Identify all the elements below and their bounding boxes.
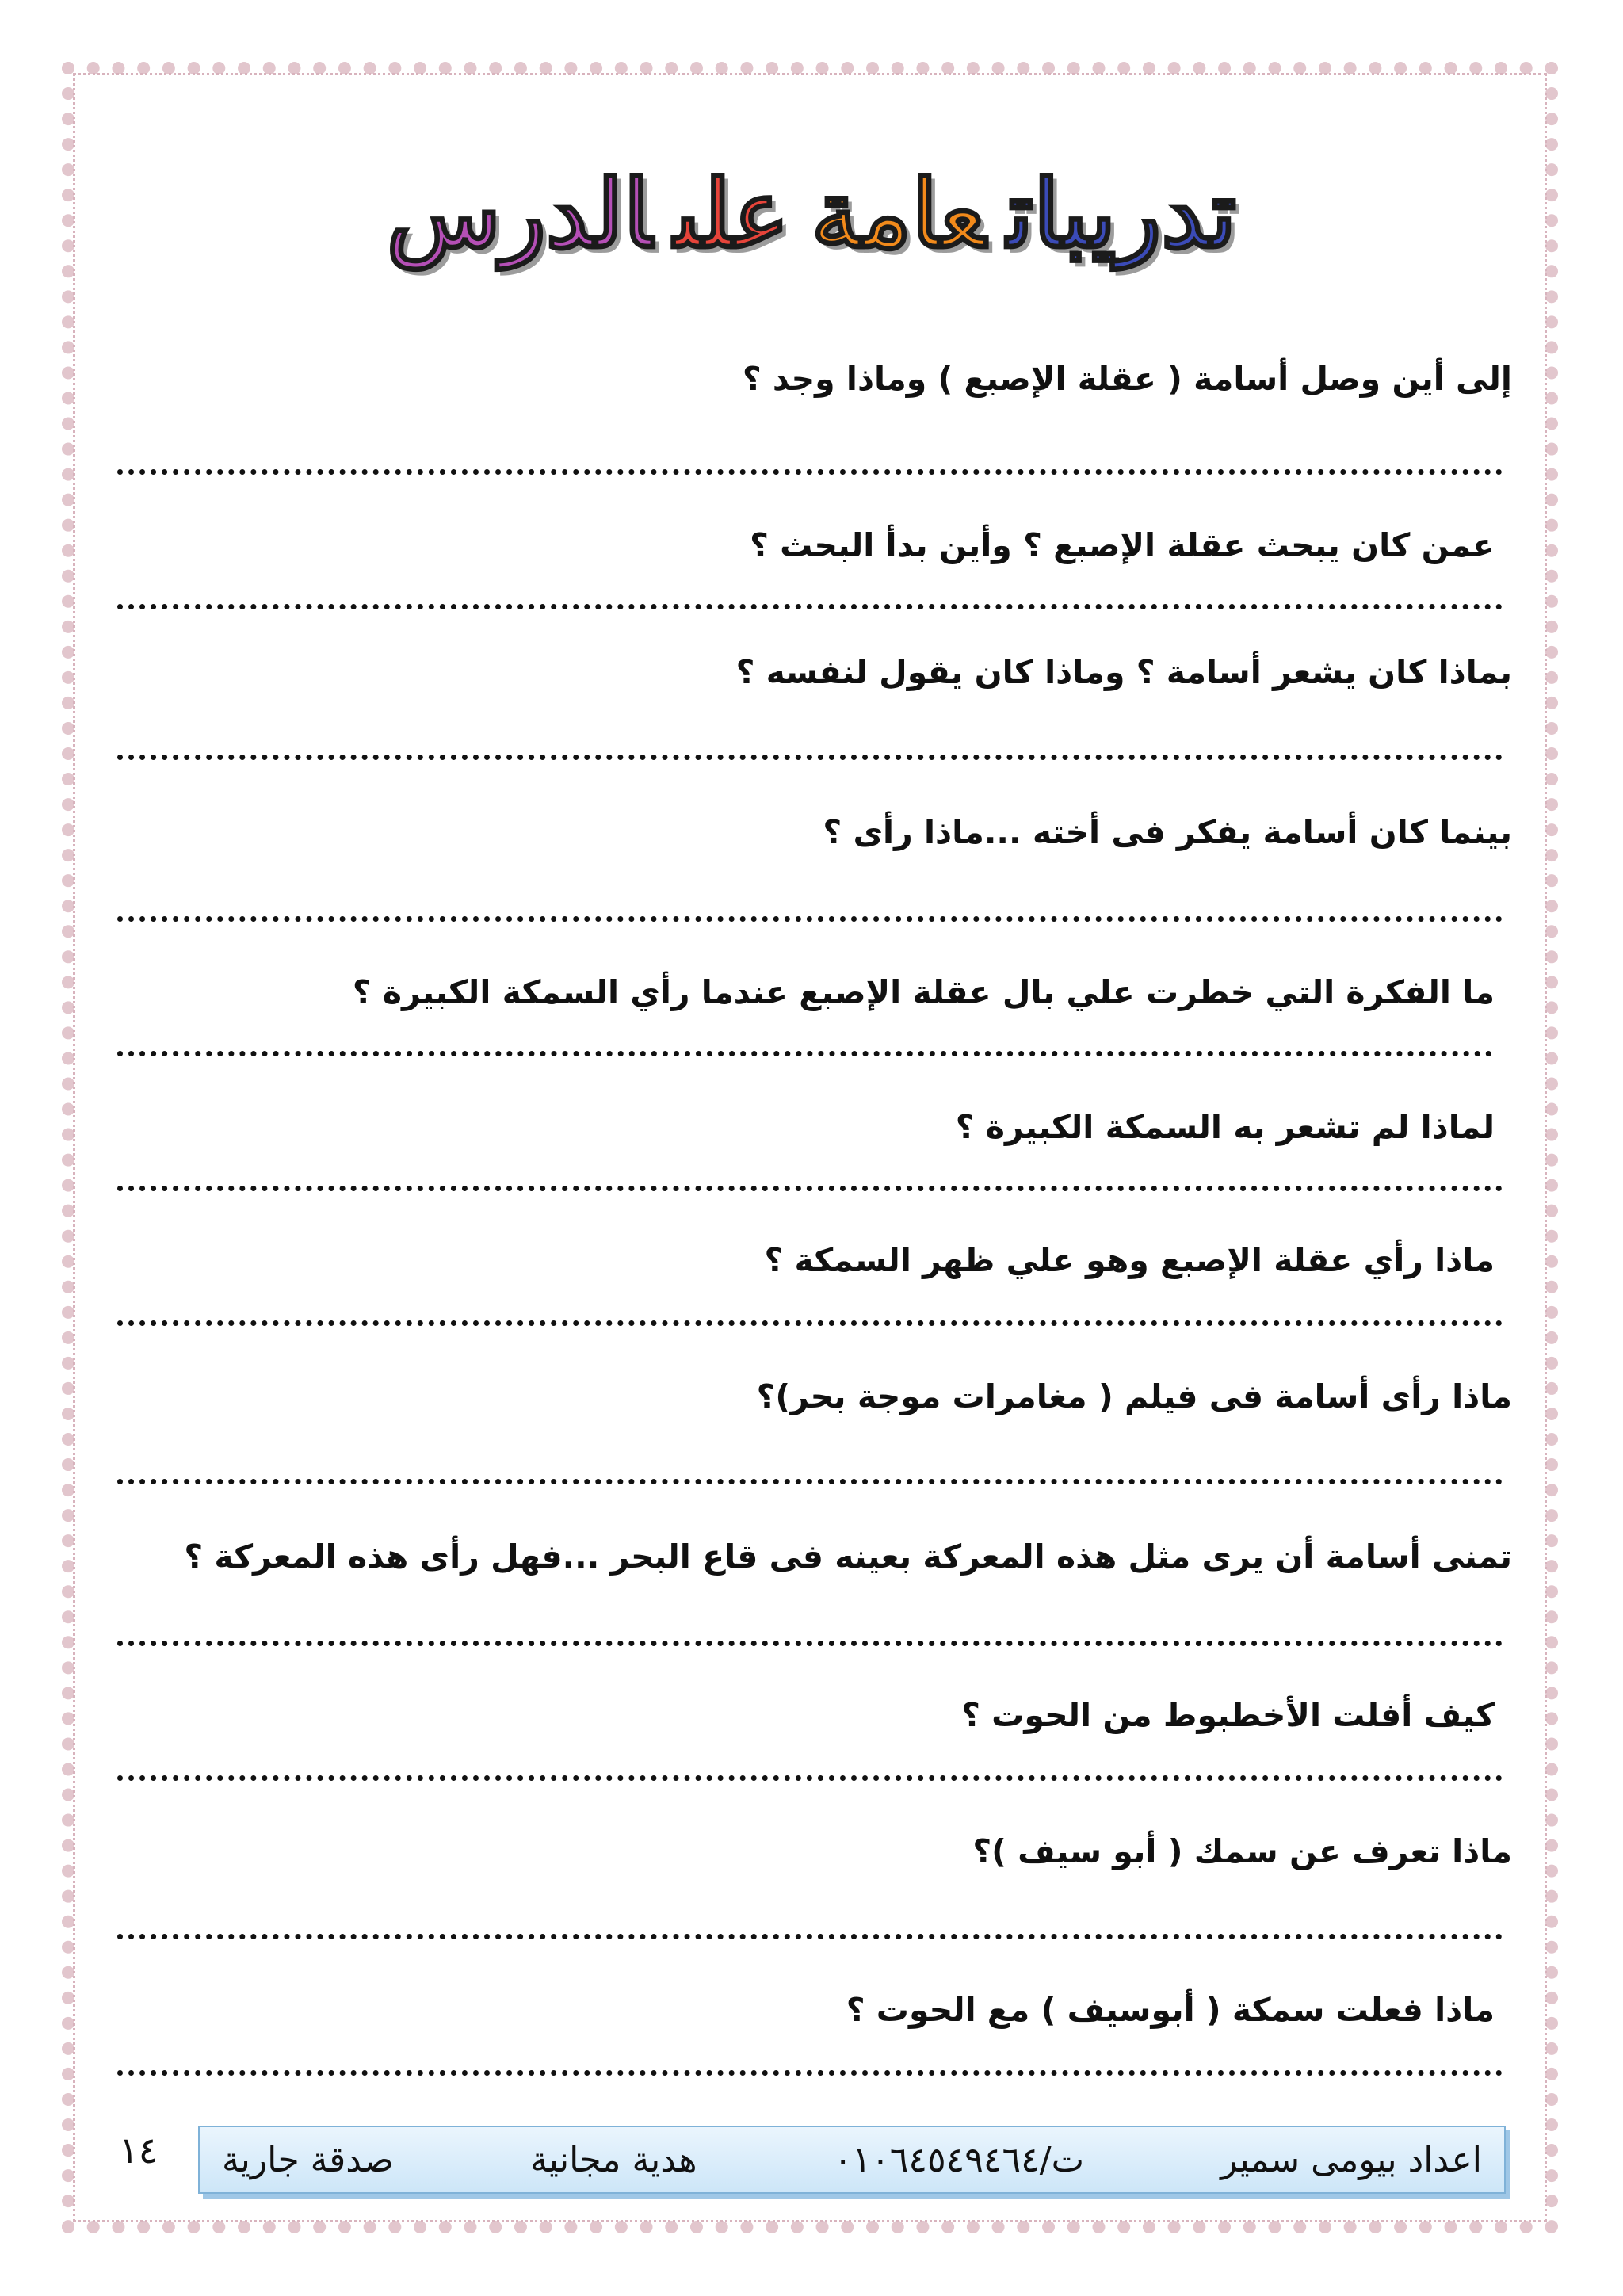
answer-line-5	[117, 1051, 1492, 1056]
question-2: عمن كان يبحث عقلة الإصبع ؟ وأين بدأ البحث ؟	[750, 526, 1495, 564]
page-title	[0, 151, 1623, 277]
question-11: ماذا تعرف عن سمك ( أبو سيف )؟	[972, 1832, 1512, 1870]
answer-line-4	[117, 916, 1503, 922]
page-number: ١٤	[119, 2129, 158, 2172]
answer-line-9	[117, 1641, 1503, 1646]
answer-line-8	[117, 1479, 1503, 1484]
answer-line-3	[117, 755, 1503, 760]
question-1: إلى أين وصل أسامة ( عقلة الإصبع ) وماذا وجد ؟	[742, 360, 1512, 398]
question-3: بماذا كان يشعر أسامة ؟ وماذا كان يقول لنفسه ؟	[735, 653, 1512, 691]
footer-author: اعداد بيومى سمير	[1220, 2139, 1482, 2180]
question-5: ما الفكرة التي خطرت علي بال عقلة الإصبع عندما رأي السمكة الكبيرة ؟	[352, 973, 1495, 1011]
answer-line-10	[117, 1775, 1503, 1781]
question-4: بينما كان أسامة يفكر فى أخته ...ماذا رأى ؟	[823, 813, 1512, 851]
question-7: ماذا رأي عقلة الإصبع وهو علي ظهر السمكة ؟	[764, 1241, 1495, 1279]
title-word-1: تدريبات	[1007, 159, 1237, 269]
answer-line-11	[117, 1934, 1503, 1939]
answer-line-12	[117, 2070, 1503, 2076]
question-8: ماذا رأى أسامة فى فيلم ( مغامرات موجة بحر)؟	[756, 1377, 1512, 1415]
answer-line-6	[117, 1186, 1503, 1191]
footer-phone: ت/٠١٠٦٤٥٤٩٤٦٤	[833, 2139, 1085, 2180]
title-word-4: الدرس	[386, 159, 652, 269]
footer-charity: صدقة جارية	[222, 2139, 394, 2180]
question-6: لماذا لم تشعر به السمكة الكبيرة ؟	[955, 1108, 1495, 1146]
question-9: تمنى أسامة أن يرى مثل هذه المعركة بعينه فى قاع البحر ...فهل رأى هذه المعركة ؟	[184, 1538, 1512, 1576]
answer-line-2	[117, 604, 1503, 609]
footer-gift: هدية مجانية	[529, 2139, 697, 2180]
answer-line-7	[117, 1320, 1503, 1326]
title-word-2: عامة	[811, 159, 986, 269]
footer-banner	[198, 2126, 1506, 2194]
title-word-3: على	[674, 159, 789, 269]
question-10: كيف أفلت الأخطبوط من الحوت ؟	[961, 1696, 1495, 1734]
answer-line-1	[117, 469, 1503, 475]
question-12: ماذا فعلت سمكة ( أبوسيف ) مع الحوت ؟	[846, 1991, 1495, 2029]
